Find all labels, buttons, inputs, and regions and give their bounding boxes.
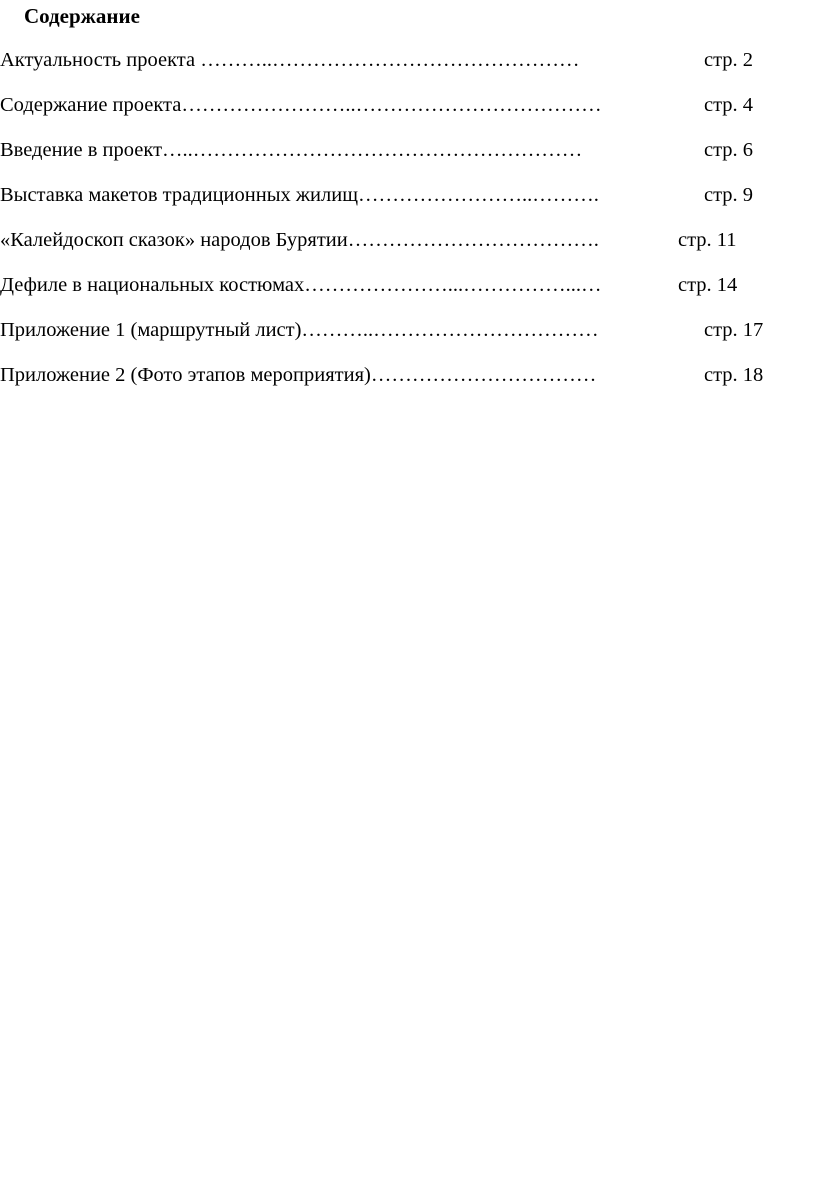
table-of-contents — [0, 46, 800, 406]
toc-entry-2 — [0, 91, 800, 136]
toc-entry-4 — [0, 181, 800, 226]
toc-entry-page: стр. 2 — [704, 49, 754, 71]
toc-entry-text: «Калейдоскоп сказок» народов Бурятии………………………………. — [0, 229, 599, 251]
toc-title: Содержание — [24, 4, 140, 28]
toc-entry-7 — [0, 316, 800, 361]
toc-entry-text: Актуальность проекта ………..……………………………………… — [0, 49, 580, 71]
toc-entry-text: Дефиле в национальных костюмах…………………...……………...… — [0, 274, 602, 296]
toc-entry-text: Выставка макетов традиционных жилищ……………………..………. — [0, 184, 599, 206]
toc-entry-page: стр. 18 — [704, 364, 764, 386]
toc-entry-page: стр. 11 — [678, 229, 737, 251]
toc-entry-text: Приложение 1 (маршрутный лист)………..…………………………… — [0, 319, 599, 341]
toc-entry-page: стр. 14 — [678, 274, 738, 296]
toc-entry-text: Введение в проект…..………………………………………………… — [0, 139, 583, 161]
toc-entry-8 — [0, 361, 800, 406]
toc-entry-5 — [0, 226, 800, 271]
toc-entry-1 — [0, 46, 800, 91]
toc-entry-text: Приложение 2 (Фото этапов мероприятия)…………………………… — [0, 364, 597, 386]
toc-entry-page: стр. 17 — [704, 319, 764, 341]
toc-entry-3 — [0, 136, 800, 181]
toc-entry-6 — [0, 271, 800, 316]
toc-entry-page: стр. 6 — [704, 139, 754, 161]
toc-entry-page: стр. 9 — [704, 184, 754, 206]
toc-entry-page: стр. 4 — [704, 94, 754, 116]
toc-entry-text: Содержание проекта……………………..……………………………… — [0, 94, 602, 116]
